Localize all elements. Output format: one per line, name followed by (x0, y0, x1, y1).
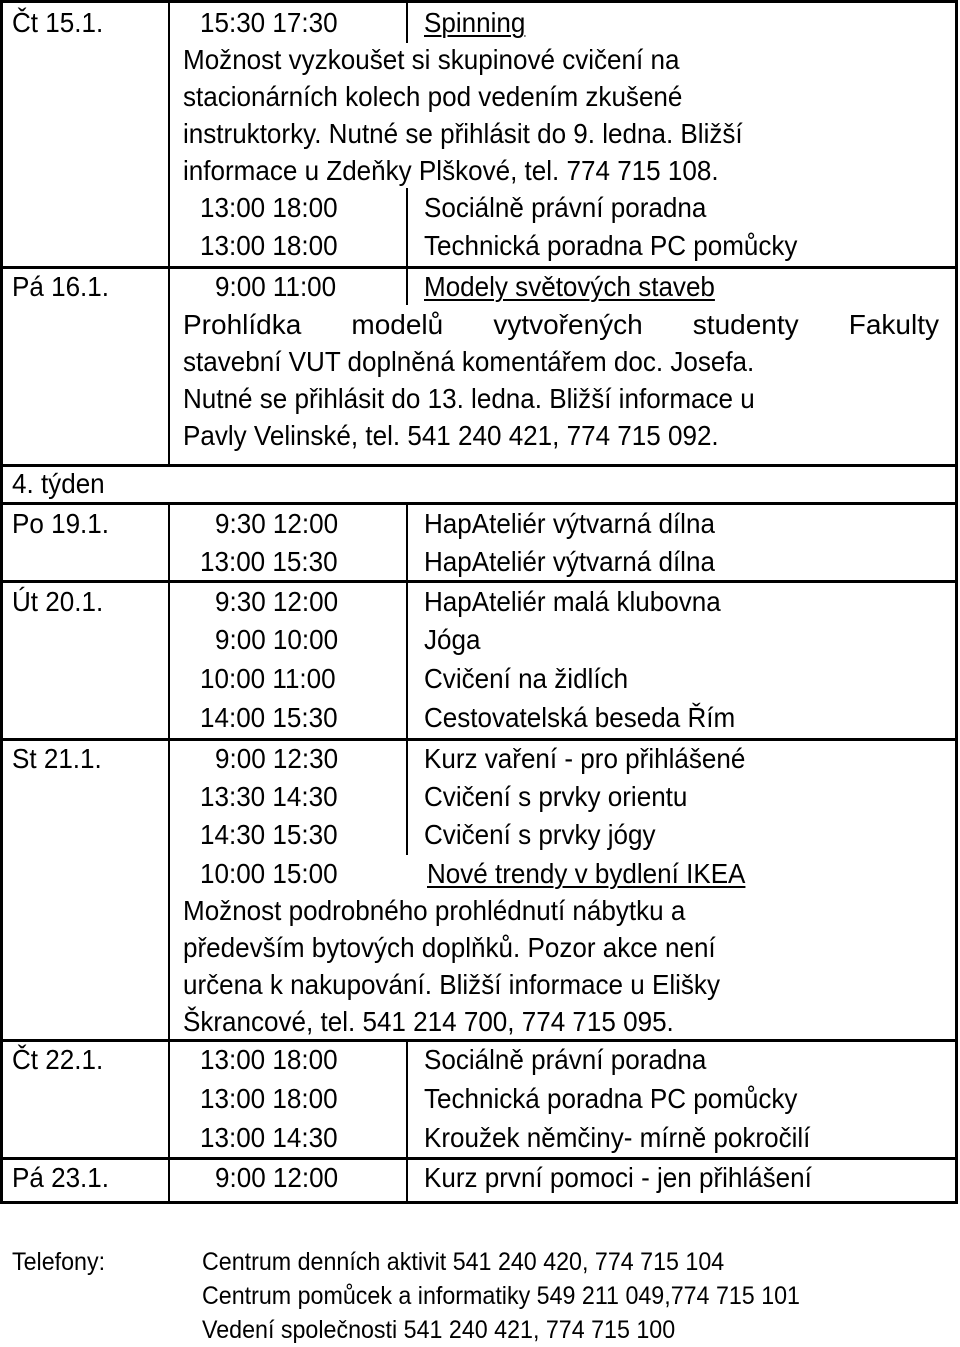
contact-line: Vedení společnosti 541 240 421, 774 715 100 (202, 1316, 676, 1344)
column-divider-time (406, 0, 408, 43)
event-time: 10:00 11:00 (200, 663, 336, 694)
table-left-border (0, 0, 3, 1204)
event-time: 13:00 14:30 (200, 1122, 338, 1153)
day-label: Út 20.1. (12, 586, 104, 617)
description-line: Pavly Velinské, tel. 541 240 421, 774 715 092. (183, 420, 719, 451)
table-top-border (0, 0, 958, 3)
event-title: Kurz první pomoci - jen přihlášení (424, 1162, 812, 1193)
column-divider-time (406, 1040, 408, 1204)
description-line: Možnost podrobného prohlédnutí nábytku a (183, 895, 686, 926)
event-title: Jóga (424, 624, 481, 655)
column-divider-time (406, 503, 408, 855)
description-line: Nutné se přihlásit do 13. ledna. Bližší informace u (183, 383, 755, 414)
event-title: Spinning (424, 7, 526, 38)
day-label: Čt 15.1. (12, 7, 104, 38)
event-title: Kroužek němčiny- mírně pokročilí (424, 1122, 811, 1153)
event-title: Sociálně právní poradna (424, 1044, 707, 1075)
contact-line: Centrum pomůcek a informatiky 549 211 049,774 715 101 (202, 1282, 800, 1310)
event-title: Sociálně právní poradna (424, 192, 707, 223)
table-right-border (955, 0, 958, 1204)
event-time: 9:00 12:30 (215, 743, 339, 774)
column-divider-day (168, 0, 170, 466)
event-time: 10:00 15:00 (200, 858, 338, 889)
column-divider-time (406, 188, 408, 305)
event-time: 13:00 18:00 (200, 192, 338, 223)
event-title: Kurz vaření - pro přihlášené (424, 743, 746, 774)
event-title: Cvičení s prvky orientu (424, 781, 688, 812)
event-description (183, 892, 933, 1040)
event-time: 13:00 18:00 (200, 1083, 338, 1114)
event-time: 9:00 12:00 (215, 1162, 339, 1193)
event-time: 9:00 11:00 (215, 271, 337, 302)
table-bottom-border (0, 1201, 958, 1204)
event-time: 9:00 10:00 (215, 624, 339, 655)
event-title: Technická poradna PC pomůcky (424, 1083, 798, 1114)
event-time: 14:30 15:30 (200, 819, 338, 850)
description-line: Možnost vyzkoušet si skupinové cvičení na (183, 44, 680, 75)
description-line: stavební VUT doplněná komentářem doc. Josefa. (183, 346, 755, 377)
event-time: 15:30 17:30 (200, 7, 338, 38)
description-line: určena k nakupování. Bližší informace u Elišky (183, 969, 720, 1000)
day-label: Čt 22.1. (12, 1044, 104, 1075)
event-title: Cestovatelská beseda Řím (424, 702, 736, 733)
event-time: 9:30 12:00 (215, 508, 339, 539)
event-time: 9:30 12:00 (215, 586, 339, 617)
description-line: stacionárních kolech pod vedením zkušené (183, 81, 683, 112)
event-time: 13:00 15:30 (200, 546, 338, 577)
event-title: Cvičení s prvky jógy (424, 819, 656, 850)
event-title: Cvičení na židlích (424, 663, 629, 694)
event-title: HapAteliér malá klubovna (424, 586, 721, 617)
description-line: Prohlídka modelů vytvořených studenty Fakulty (183, 309, 939, 340)
day-label: Pá 16.1. (12, 271, 110, 302)
event-title: Modely světových staveb (424, 271, 715, 302)
contact-line: Centrum denních aktivit 541 240 420, 774 715 104 (202, 1248, 725, 1276)
event-time: 13:00 18:00 (200, 1044, 338, 1075)
event-description (183, 306, 939, 454)
description-line: instruktorky. Nutné se přihlásit do 9. ledna. Bližší (183, 118, 743, 149)
event-title: HapAteliér výtvarná dílna (424, 546, 715, 577)
description-line: především bytových doplňků. Pozor akce není (183, 932, 716, 963)
row-separator (0, 464, 958, 467)
event-time: 13:00 18:00 (200, 230, 338, 261)
event-title: HapAteliér výtvarná dílna (424, 508, 715, 539)
contacts-label: Telefony: (12, 1248, 106, 1276)
event-title: Nové trendy v bydlení IKEA (427, 858, 746, 889)
column-divider-day (168, 503, 170, 1204)
day-label: Pá 23.1. (12, 1162, 110, 1193)
week-label: 4. týden (12, 468, 105, 499)
event-description (183, 41, 933, 189)
event-time: 13:30 14:30 (200, 781, 338, 812)
description-line: Škrancové, tel. 541 214 700, 774 715 095. (183, 1006, 674, 1037)
day-label: Po 19.1. (12, 508, 110, 539)
day-label: St 21.1. (12, 743, 102, 774)
description-line: informace u Zdeňky Plškové, tel. 774 715 108. (183, 155, 719, 186)
event-time: 14:00 15:30 (200, 702, 338, 733)
event-title: Technická poradna PC pomůcky (424, 230, 798, 261)
